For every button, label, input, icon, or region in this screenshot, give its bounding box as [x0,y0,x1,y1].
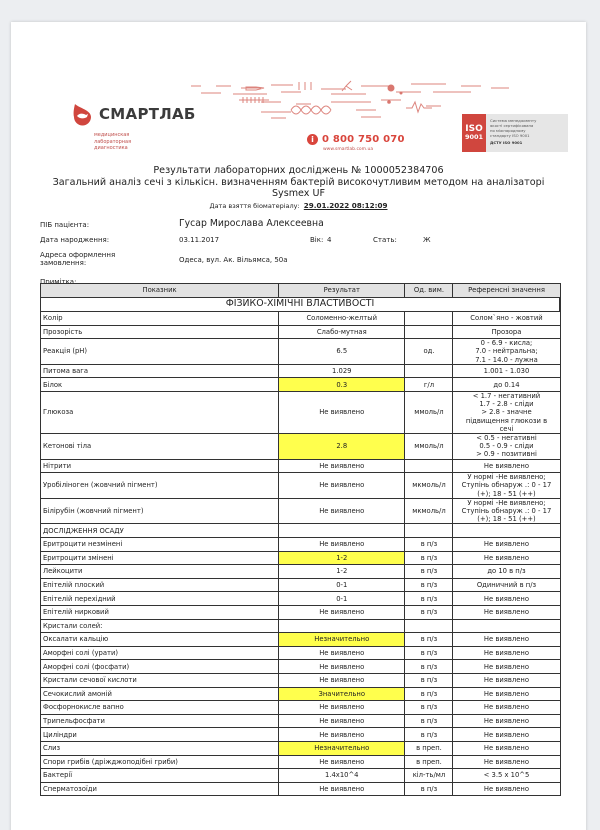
table-row [41,459,561,473]
unit-value: од. [405,339,453,365]
reference-value [453,524,560,538]
unit-value: ммоль/л [405,434,453,460]
patient-name-label: ПІБ пацієнта: [40,221,90,229]
reference-line: Не виявлено [483,553,530,562]
unit-value: в п/з [405,701,453,715]
result-value: 1-2 [279,565,405,579]
reference-value [453,578,560,592]
parameter-name: Глюкоза [41,391,279,433]
reference-line: Не виявлено [483,540,530,549]
reference-line: 0 - 6.9 - кисла; [480,339,533,348]
reference-line: Не виявлено [483,703,530,712]
parameter-name: Сечокислий амоній [41,687,279,701]
table-row [41,378,561,392]
parameter-name: Реакція (pH) [41,339,279,365]
parameter-name: Колір [41,312,279,326]
parameter-name: Оксалати кальцію [41,633,279,647]
reference-value [453,605,560,619]
report-subtitle-analyzer: Sysmex UF [271,188,326,199]
table-row [41,578,561,592]
parameter-name: Уробіліноген (жовчний пігмент) [41,473,279,499]
table-row [41,551,561,565]
reference-line: < 0.5 - негативні [476,434,537,442]
sex-label: Стать: [373,236,397,244]
unit-value: в п/з [405,782,453,796]
reference-value [453,633,560,647]
sample-date [11,200,586,212]
unit-value [405,459,453,473]
unit-value: в п/з [405,660,453,674]
parameter-name: Прозорість [41,325,279,339]
medical-decoration-banner-icon [171,80,511,130]
section-header-row [41,298,561,312]
reference-line: сечі [499,424,514,433]
reference-line: Ступінь обнаруж .: 0 - 17 [461,481,552,490]
result-value: 0-1 [279,578,405,592]
reference-line: Не виявлено [483,635,530,644]
result-value: Не виявлено [279,782,405,796]
reference-line: Не виявлено [483,744,530,753]
reference-line: Не виявлено [483,461,530,470]
results-table [40,283,561,796]
parameter-name: Кристали сечової кислоти [41,673,279,687]
table-row [41,391,561,433]
sample-date-value: 29.01.2022 08:12:09 [303,200,388,210]
reference-value [453,619,560,633]
table-row [41,755,561,769]
iso-logo-icon [462,114,486,152]
table-row [41,687,561,701]
result-value: Не виявлено [279,728,405,742]
age-value: 4 [327,236,332,244]
reference-value [453,741,560,755]
iso-badge-bottom: 9001 [464,133,484,141]
unit-value: г/л [405,378,453,392]
reference-line: Не виявлено [483,648,530,657]
blood-drop-logo-icon [71,102,93,126]
reference-line: Не виявлено [483,784,530,793]
result-value: Не виявлено [279,755,405,769]
result-value-abnormal: Незначительно [279,633,405,647]
reference-value [453,459,560,473]
unit-value [405,312,453,326]
table-row [41,741,561,755]
logo-name: СМАРТЛАБ [99,105,196,123]
iso-text-line: по міжнародному [490,128,526,133]
unit-value: в п/з [405,728,453,742]
reference-line: Не виявлено [483,730,530,739]
reference-value [453,646,560,660]
result-value: 0-1 [279,592,405,606]
reference-value [453,378,560,392]
reference-line: У нормі -Не виявлено; [467,473,546,482]
report-title: Результати лабораторних досліджень № 1000052384706 [153,165,444,176]
iso-badge-top: ISO [465,124,483,134]
report-subtitle: Загальний аналіз сечі з кількісн. визначенням бактерій високочутливим методом на аналізаторі [52,176,545,188]
result-value: Не виявлено [279,673,405,687]
note-label: Примітка: [40,278,77,284]
reference-line: < 3.5 x 10^5 [483,771,530,780]
table-row [41,498,561,524]
reference-value [453,538,560,552]
parameter-name: Епітелій перехідний [41,592,279,606]
table-row [41,660,561,674]
table-row [41,565,561,579]
address-label-line: замовлення: [40,259,87,267]
parameter-name: Кетонові тіла [41,434,279,460]
unit-value: кіл-ть/мл [405,769,453,783]
lab-report-page [11,22,586,830]
table-row [41,714,561,728]
result-value-abnormal: Значительно [279,687,405,701]
address-value: Одеса, вул. Ак. Вільямса, 50а [179,256,288,264]
patient-name-value: Гусар Мирослава Алексеевна [179,218,324,229]
reference-value [453,755,560,769]
unit-value: в п/з [405,673,453,687]
table-row [41,473,561,499]
reference-line: Одиничний в п/з [476,580,537,589]
reference-value [453,714,560,728]
reference-line: (+); 18 - 51 (++) [477,489,536,498]
sex-value: Ж [423,236,431,244]
result-value: Не виявлено [279,473,405,499]
parameter-name: Білірубін (жовчний пігмент) [41,498,279,524]
reference-value [453,660,560,674]
iso-text-line: якості сертифікована [490,123,534,128]
logo-subtitle-line: лабораторная [94,138,132,145]
table-row [41,646,561,660]
address-label [40,251,115,267]
unit-value: в п/з [405,714,453,728]
result-value [279,619,405,633]
parameter-name: Циліндри [41,728,279,742]
parameter-name: Еритроцити змінені [41,551,279,565]
reference-line: 7.1 - 14.0 - лужна [475,355,538,364]
parameter-name: ДОСЛІДЖЕННЯ ОСАДУ [41,524,279,538]
reference-value [453,391,560,433]
result-value: Не виявлено [279,391,405,433]
reference-line: Не виявлено [483,594,530,603]
table-row [41,325,561,339]
result-value: Слабо-мутная [279,325,405,339]
result-value: Не виявлено [279,714,405,728]
reference-value [453,325,560,339]
result-value: Не виявлено [279,605,405,619]
unit-value: в п/з [405,551,453,565]
reference-line: 7.0 - нейтральна; [475,347,538,356]
reference-line: підвищення глюкози в [465,416,548,425]
table-row [41,673,561,687]
unit-value: в п/з [405,646,453,660]
table-row [41,592,561,606]
parameter-name: Слиз [41,741,279,755]
parameter-name: Нітрити [41,459,279,473]
unit-value: в п/з [405,578,453,592]
reference-value [453,782,560,796]
reference-line: > 0.9 - позитивні [476,450,537,459]
reference-line: до 10 в п/з [487,567,526,576]
reference-line: Не виявлено [483,689,530,698]
unit-value: мкмоль/л [405,473,453,499]
parameter-name: Епітелій плоский [41,578,279,592]
reference-line: Прозора [491,327,522,336]
phone-number: 0 800 750 070 [322,134,405,145]
table-row [41,605,561,619]
unit-value: ммоль/л [405,391,453,433]
reference-value [453,551,560,565]
result-value-abnormal: 1-2 [279,551,405,565]
phone-contact [307,134,405,145]
reference-line: У нормі -Не виявлено; [467,498,546,507]
dob-value: 03.11.2017 [179,236,220,244]
parameter-name: Спори грибів (дріжджоподібні гриби) [41,755,279,769]
iso-description [486,114,539,152]
reference-line: < 1.7 - негативний [472,391,541,400]
table-header-row [41,284,561,298]
column-header-reference: Референсні значення [453,284,560,298]
parameter-name: Епітелій нирковий [41,605,279,619]
reference-value [453,312,560,326]
unit-value: в преп. [405,755,453,769]
result-value: Не виявлено [279,459,405,473]
unit-value: мкмоль/л [405,498,453,524]
parameter-name: Аморфні солі (урати) [41,646,279,660]
section-title: ФІЗИКО-ХІМІЧНІ ВЛАСТИВОСТІ [41,298,561,312]
age-label: Вік: [310,236,324,244]
reference-value [453,498,560,524]
reference-value [453,592,560,606]
unit-value: в преп. [405,741,453,755]
table-row [41,434,561,460]
info-phone-icon: i [307,134,318,145]
result-value: Не виявлено [279,498,405,524]
table-row [41,312,561,326]
logo-subtitle [94,132,131,152]
reference-value [453,473,560,499]
result-value: 1.029 [279,364,405,378]
unit-value: в п/з [405,605,453,619]
parameter-name: Фосфорнокисле вапно [41,701,279,715]
table-row [41,538,561,552]
table-row [41,633,561,647]
reference-line: Солом`яно - жовтий [470,314,543,323]
reference-line: > 2.8 - значне [481,408,532,417]
reference-line: Не виявлено [483,757,530,766]
result-value: Не виявлено [279,646,405,660]
reference-value [453,434,560,460]
parameter-name: Питома вага [41,364,279,378]
unit-value [405,325,453,339]
reference-line: 1.7 - 2.8 - сліди [479,400,534,409]
reference-line: Ступінь обнаруж .: 0 - 17 [461,507,552,516]
reference-line: (+); 18 - 51 (++) [477,515,536,524]
unit-value: в п/з [405,633,453,647]
table-row [41,769,561,783]
table-row [41,782,561,796]
column-header-unit: Од. вим. [405,284,453,298]
parameter-name: Сперматозоїди [41,782,279,796]
iso-text-line: стандарту ISO 9001 [490,133,530,138]
reference-line: Не виявлено [483,676,530,685]
parameter-name: Бактерії [41,769,279,783]
iso-certification-badge [462,114,568,152]
sample-date-label: Дата взяття біоматеріалу: [209,201,300,210]
parameter-name: Кристали солей: [41,619,279,633]
report-titles [11,165,586,212]
unit-value: в п/з [405,565,453,579]
logo-subtitle-line: диагностика [94,145,128,151]
result-value: Не виявлено [279,660,405,674]
logo-subtitle-line: медицинская [94,132,130,138]
address-label-line: Адреса оформлення [40,251,116,259]
unit-value: в п/з [405,538,453,552]
table-row [41,364,561,378]
result-value-abnormal: 2.8 [279,434,405,460]
dob-label: Дата народження: [40,236,110,244]
table-row [41,619,561,633]
reference-value [453,728,560,742]
unit-value [405,619,453,633]
result-value-abnormal: 0.3 [279,378,405,392]
reference-value [453,769,560,783]
reference-line: Не виявлено [483,662,530,671]
result-value: Не виявлено [279,701,405,715]
unit-value [405,524,453,538]
table-row [41,524,561,538]
parameter-name: Білок [41,378,279,392]
result-value: Не виявлено [279,538,405,552]
reference-line: 1.001 - 1.030 [483,366,530,375]
reference-value [453,687,560,701]
parameter-name: Лейкоцити [41,565,279,579]
reference-line: Не виявлено [483,608,530,617]
result-value [279,524,405,538]
reference-value [453,364,560,378]
table-row [41,339,561,365]
table-row [41,728,561,742]
table-row [41,701,561,715]
reference-value [453,339,560,365]
reference-line: 0.5 - 0.9 - сліди [479,442,534,451]
reference-value [453,673,560,687]
column-header-result: Результат [279,284,405,298]
unit-value [405,364,453,378]
result-value: 6.5 [279,339,405,365]
reference-line: до 0.14 [493,380,520,389]
unit-value: в п/з [405,687,453,701]
result-value-abnormal: Незначительно [279,741,405,755]
unit-value: в п/з [405,592,453,606]
result-value: 1.4x10^4 [279,769,405,783]
iso-text-line: Система менеджменту [490,118,537,123]
result-value: Соломенно-желтый [279,312,405,326]
reference-line: Не виявлено [483,716,530,725]
column-header-parameter: Показник [41,284,279,298]
reference-value [453,701,560,715]
parameter-name: Аморфні солі (фосфати) [41,660,279,674]
iso-standard: ДСТУ ISO 9001 [490,140,523,145]
parameter-name: Еритроцити незмінені [41,538,279,552]
reference-value [453,565,560,579]
parameter-name: Трипельфосфати [41,714,279,728]
website-link: www.smartlab.com.ua [323,147,374,152]
